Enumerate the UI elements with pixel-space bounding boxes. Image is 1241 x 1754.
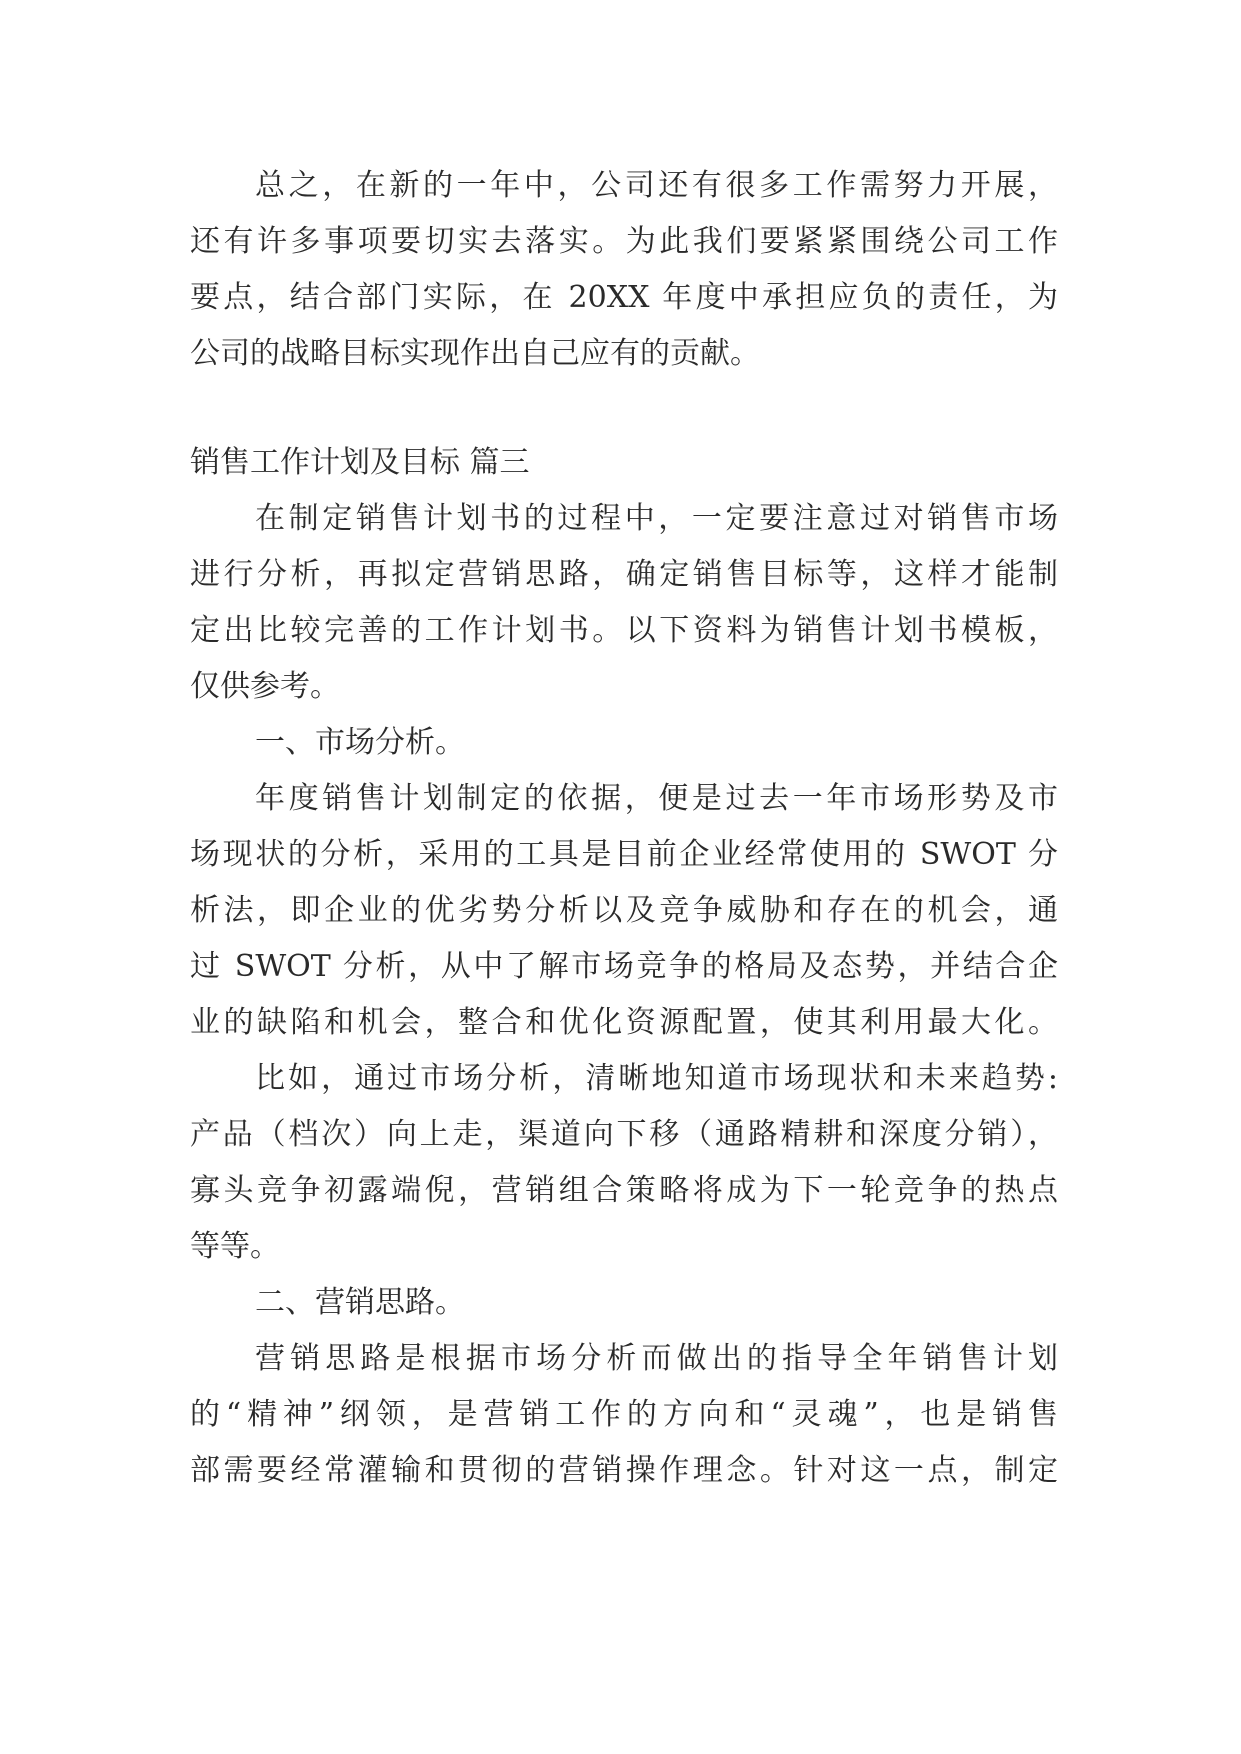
paragraph-line: 总之，在新的一年中，公司还有很多工作需努力开展，: [255, 168, 1058, 203]
section-heading: 销售工作计划及目标 篇三: [190, 445, 530, 480]
paragraph-line: 业的缺陷和机会，整合和优化资源配置，使其利用最大化。: [190, 1005, 1058, 1040]
paragraph-line: 部需要经常灌输和贯彻的营销操作理念。针对这一点，制定: [190, 1453, 1058, 1488]
paragraph-line: 比如，通过市场分析，清晰地知道市场现状和未来趋势:: [255, 1061, 1058, 1096]
paragraph-line: 要点，结合部门实际，在 20XX 年度中承担应负的责任，为: [190, 280, 1058, 315]
paragraph-line: 进行分析，再拟定营销思路，确定销售目标等，这样才能制: [190, 557, 1058, 592]
paragraph-line: 在制定销售计划书的过程中，一定要注意过对销售市场: [255, 501, 1058, 536]
paragraph-line: 过 SWOT 分析，从中了解市场竞争的格局及态势，并结合企: [190, 949, 1058, 984]
paragraph-line: 寡头竞争初露端倪，营销组合策略将成为下一轮竞争的热点: [190, 1173, 1058, 1208]
paragraph-line: 等等。: [190, 1229, 280, 1264]
paragraph-line: 定出比较完善的工作计划书。以下资料为销售计划书模板，: [190, 613, 1058, 648]
paragraph-line: 产品（档次）向上走，渠道向下移（通路精耕和深度分销），: [190, 1117, 1058, 1152]
paragraph-line: 营销思路是根据市场分析而做出的指导全年销售计划: [255, 1341, 1058, 1376]
paragraph-line: 场现状的分析，采用的工具是目前企业经常使用的 SWOT 分: [190, 837, 1058, 872]
paragraph-line: 年度销售计划制定的依据，便是过去一年市场形势及市: [255, 781, 1058, 816]
paragraph-line: 析法，即企业的优劣势分析以及竞争威胁和存在的机会，通: [190, 893, 1058, 928]
paragraph-line: 公司的战略目标实现作出自己应有的贡献。: [190, 336, 760, 371]
paragraph-line: 还有许多事项要切实去落实。为此我们要紧紧围绕公司工作: [190, 224, 1058, 259]
subheading-marketing-approach: 二、营销思路。: [255, 1285, 465, 1320]
paragraph-line: 的“精神”纲领，是营销工作的方向和“灵魂”，也是销售: [190, 1397, 1058, 1432]
paragraph-line: 仅供参考。: [190, 669, 340, 704]
subheading-market-analysis: 一、市场分析。: [255, 725, 465, 760]
